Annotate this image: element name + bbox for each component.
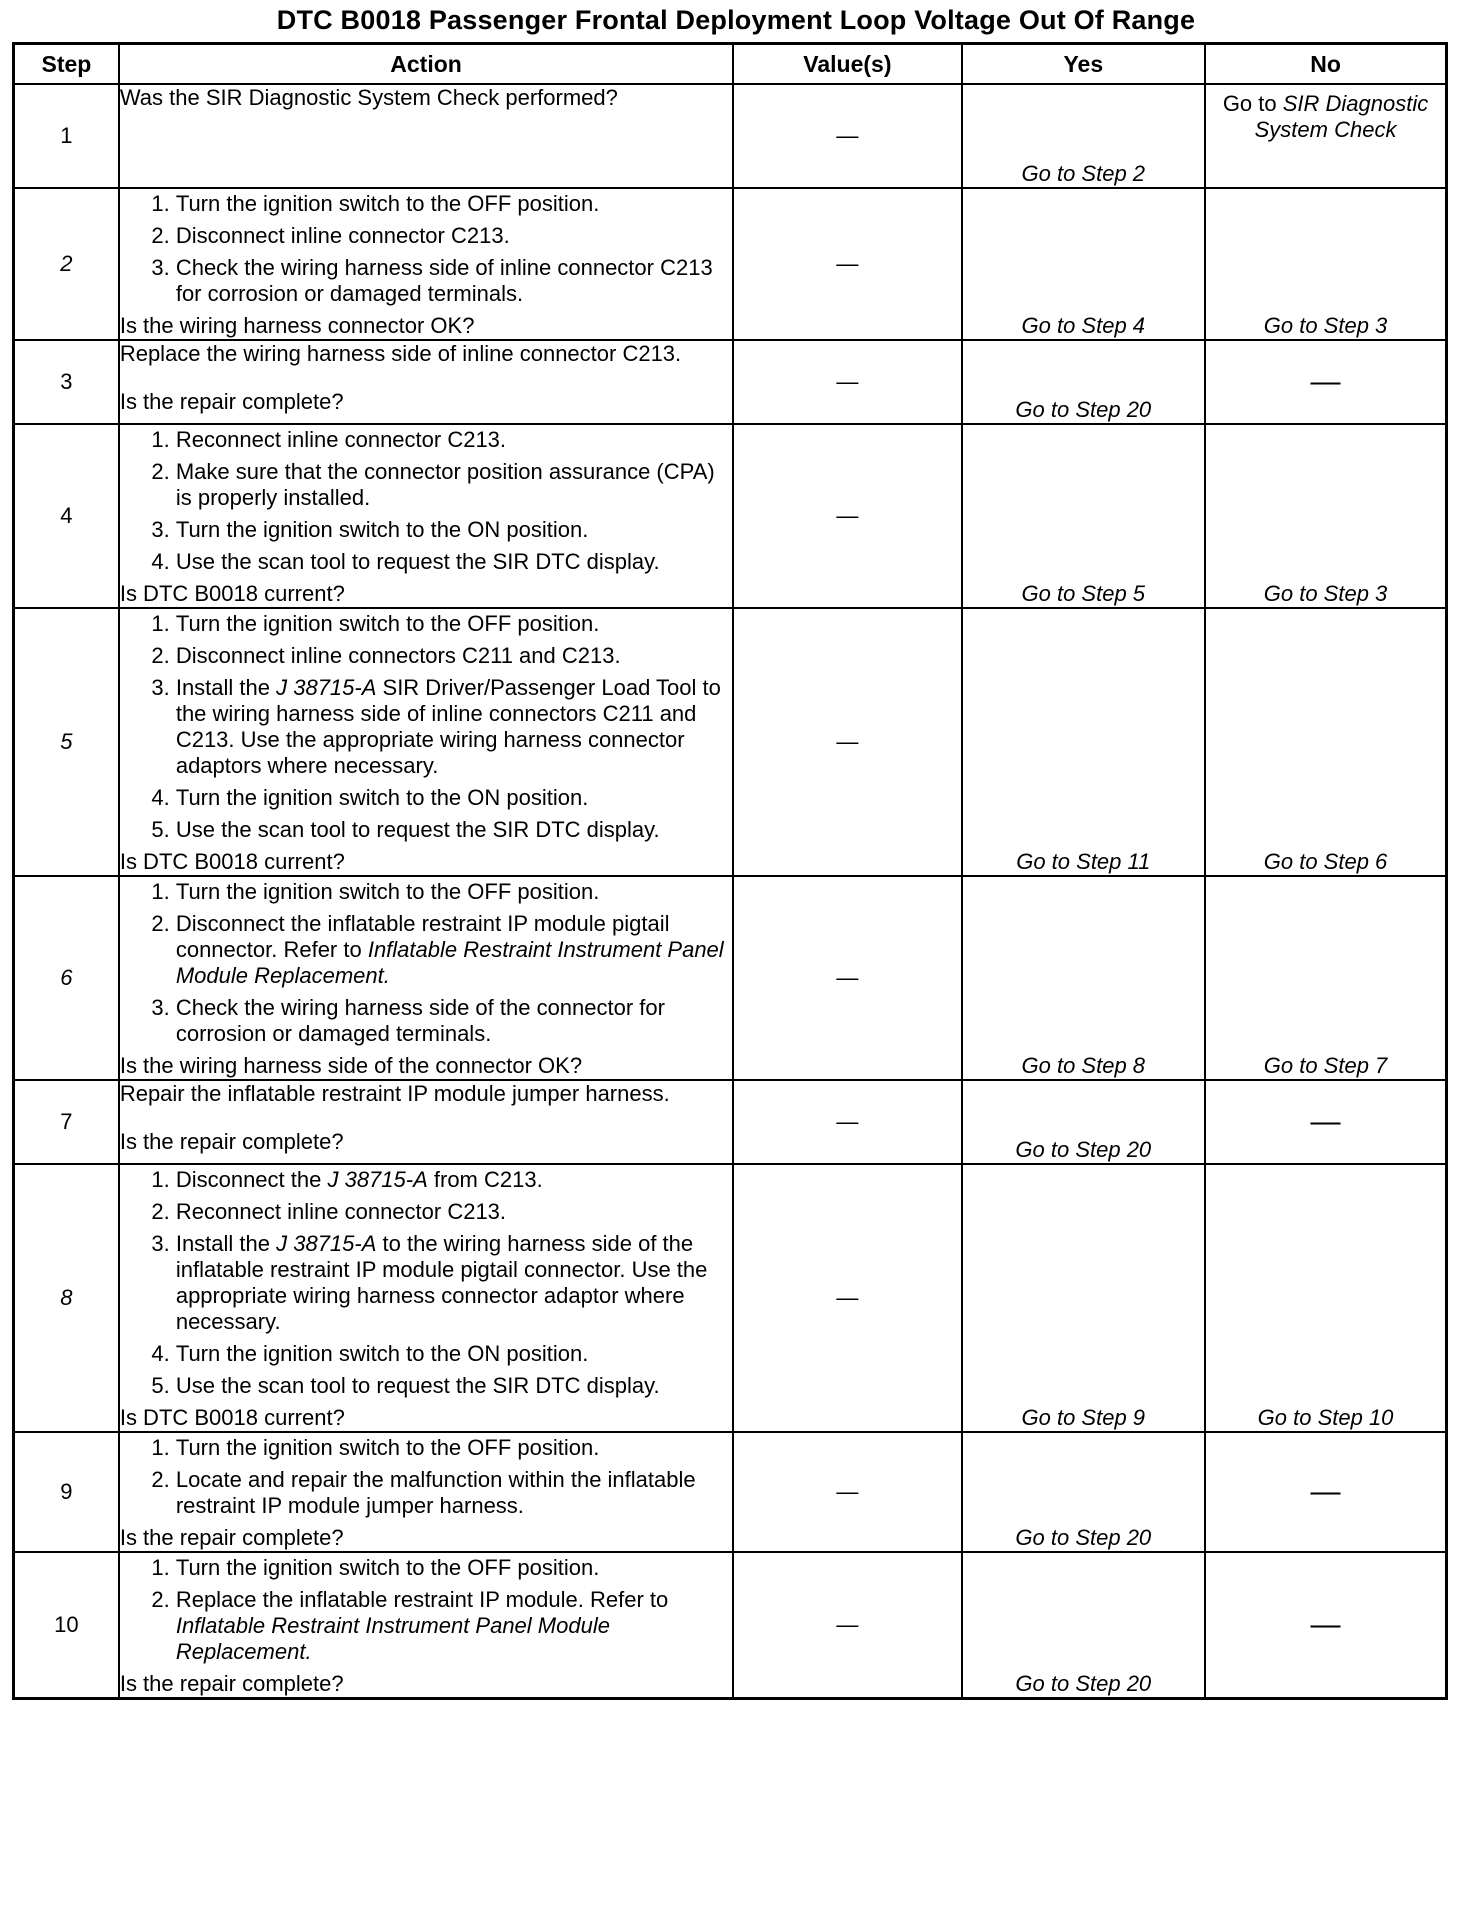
action-item: 1. Turn the ignition switch to the OFF position.: [176, 1555, 732, 1581]
yes-result: Go to Step 2: [962, 84, 1206, 188]
action-item: 1. Turn the ignition switch to the OFF position.: [176, 1435, 732, 1461]
action-item: 5. Use the scan tool to request the SIR DTC display.: [176, 817, 732, 843]
header-yes: Yes: [962, 44, 1206, 85]
action-item-text: from C213.: [427, 1167, 543, 1192]
yes-result: Go to Step 20: [962, 1432, 1206, 1552]
step-number: 8: [14, 1164, 119, 1432]
action-item: 3. Check the wiring harness side of inline connector C213 for corrosion or damaged terminals.: [176, 255, 732, 307]
no-result: Go to Step 10: [1205, 1164, 1446, 1432]
action-text: Replace the wiring harness side of inline connector C213.: [119, 341, 682, 366]
action-item: 4. Turn the ignition switch to the ON position.: [176, 785, 732, 811]
step-number: 3: [14, 340, 119, 424]
step-number: 6: [14, 876, 119, 1080]
action-item: 5. Use the scan tool to request the SIR DTC display.: [176, 1373, 732, 1399]
step-value: —: [733, 608, 961, 876]
no-result: [1205, 84, 1446, 188]
step-value: —: [733, 84, 961, 188]
table-row: [14, 84, 1447, 188]
action-list: [120, 1435, 732, 1519]
action-question: Is the wiring harness connector OK?: [119, 313, 475, 338]
action-item-text: Disconnect the inflatable restraint IP module pigtail connector. Refer to: [175, 911, 670, 962]
action-question: Is DTC B0018 current?: [119, 581, 345, 606]
header-action: Action: [119, 44, 733, 85]
table-row: [14, 1552, 1447, 1699]
no-result-reference: SIR Diagnostic System Check: [1254, 91, 1429, 142]
no-result-prefix: Go to: [1222, 91, 1283, 116]
action-item: [176, 1167, 732, 1193]
yes-result: Go to Step 20: [962, 1552, 1206, 1699]
action-item-text: Install the: [175, 675, 277, 700]
step-value: —: [733, 1432, 961, 1552]
yes-result: Go to Step 20: [962, 340, 1206, 424]
action-question: Is the repair complete?: [119, 1129, 344, 1154]
step-value: —: [733, 1080, 961, 1164]
no-result: Go to Step 3: [1205, 188, 1446, 340]
action-item: 4. Turn the ignition switch to the ON position.: [176, 1341, 732, 1367]
action-question: Is the repair complete?: [119, 1525, 344, 1550]
no-result: —: [1205, 1432, 1446, 1552]
action-item: 2. Locate and repair the malfunction within the inflatable restraint IP module jumper harness.: [176, 1467, 732, 1519]
yes-result: Go to Step 11: [962, 608, 1206, 876]
step-action: [119, 340, 733, 424]
step-value: —: [733, 1552, 961, 1699]
yes-result: Go to Step 5: [962, 424, 1206, 608]
step-value: —: [733, 424, 961, 608]
action-item: 1. Turn the ignition switch to the OFF position.: [176, 611, 732, 637]
action-item: 3. Turn the ignition switch to the ON position.: [176, 517, 732, 543]
yes-result: Go to Step 20: [962, 1080, 1206, 1164]
action-item: [176, 911, 732, 989]
no-result: —: [1205, 1552, 1446, 1699]
table-row: [14, 424, 1447, 608]
no-result: Go to Step 3: [1205, 424, 1446, 608]
step-number: 10: [14, 1552, 119, 1699]
step-action: [119, 1164, 733, 1432]
header-step: Step: [14, 44, 119, 85]
action-list: [120, 1555, 732, 1665]
action-item: 2. Disconnect inline connectors C211 and C213.: [176, 643, 732, 669]
table-row: [14, 1080, 1447, 1164]
action-item: 1. Turn the ignition switch to the OFF position.: [176, 879, 732, 905]
action-item: 2. Reconnect inline connector C213.: [176, 1199, 732, 1225]
procedure-reference: Inflatable Restraint Instrument Panel Module Replacement.: [175, 937, 724, 988]
action-item: 4. Use the scan tool to request the SIR DTC display.: [176, 549, 732, 575]
action-question: Is the repair complete?: [119, 1671, 344, 1696]
table-row: [14, 1164, 1447, 1432]
tool-reference: J 38715-A: [276, 1231, 377, 1256]
diagnostic-table: [12, 42, 1448, 1700]
step-action: [119, 1080, 733, 1164]
action-question: Is the wiring harness side of the connector OK?: [119, 1053, 583, 1078]
step-action: [119, 1432, 733, 1552]
step-value: —: [733, 1164, 961, 1432]
step-action: [119, 876, 733, 1080]
action-list: [120, 611, 732, 843]
yes-result: Go to Step 4: [962, 188, 1206, 340]
action-item-text: to the wiring harness side of the inflatable restraint IP module pigtail connector. Use the appropriate wiring harness connector adaptor where necessary.: [175, 1231, 708, 1334]
step-number: 2: [14, 188, 119, 340]
action-text: Was the SIR Diagnostic System Check performed?: [119, 85, 618, 110]
tool-reference: J 38715-A: [276, 675, 377, 700]
action-list: [120, 879, 732, 1047]
action-item: 1. Reconnect inline connector C213.: [176, 427, 732, 453]
action-list: [120, 191, 732, 307]
step-action: [119, 84, 733, 188]
header-values: Value(s): [733, 44, 961, 85]
no-result: Go to Step 6: [1205, 608, 1446, 876]
action-text: Repair the inflatable restraint IP module jumper harness.: [119, 1081, 670, 1106]
procedure-reference: Inflatable Restraint Instrument Panel Module Replacement.: [175, 1613, 610, 1664]
table-row: [14, 340, 1447, 424]
action-item: 2. Disconnect inline connector C213.: [176, 223, 732, 249]
step-number: 5: [14, 608, 119, 876]
step-number: 4: [14, 424, 119, 608]
action-item: 2. Make sure that the connector position assurance (CPA) is properly installed.: [176, 459, 732, 511]
page-title: DTC B0018 Passenger Frontal Deployment Loop Voltage Out Of Range: [276, 5, 1196, 35]
no-result: —: [1205, 340, 1446, 424]
step-number: 7: [14, 1080, 119, 1164]
table-row: [14, 608, 1447, 876]
action-list: [120, 427, 732, 575]
step-number: 9: [14, 1432, 119, 1552]
action-item-text: Replace the inflatable restraint IP module. Refer to: [175, 1587, 669, 1612]
tool-reference: J 38715-A: [327, 1167, 428, 1192]
yes-result: Go to Step 8: [962, 876, 1206, 1080]
action-item: [176, 675, 732, 779]
step-action: [119, 1552, 733, 1699]
header-no: No: [1205, 44, 1446, 85]
step-action: [119, 424, 733, 608]
step-value: —: [733, 876, 961, 1080]
no-result: Go to Step 7: [1205, 876, 1446, 1080]
action-item: [176, 1231, 732, 1335]
step-action: [119, 608, 733, 876]
step-value: —: [733, 188, 961, 340]
table-header-row: [14, 44, 1447, 85]
table-row: [14, 188, 1447, 340]
action-item: 1. Turn the ignition switch to the OFF position.: [176, 191, 732, 217]
table-row: [14, 876, 1447, 1080]
table-row: [14, 1432, 1447, 1552]
yes-result: Go to Step 9: [962, 1164, 1206, 1432]
action-question: Is the repair complete?: [119, 389, 344, 414]
action-question: Is DTC B0018 current?: [119, 1405, 345, 1430]
step-action: [119, 188, 733, 340]
action-question: Is DTC B0018 current?: [119, 849, 345, 874]
action-list: [120, 1167, 732, 1399]
step-value: —: [733, 340, 961, 424]
step-number: 1: [14, 84, 119, 188]
action-item: [176, 1587, 732, 1665]
no-result: —: [1205, 1080, 1446, 1164]
action-item: 3. Check the wiring harness side of the connector for corrosion or damaged terminals.: [176, 995, 732, 1047]
action-item-text: Disconnect the: [175, 1167, 328, 1192]
action-item-text: SIR Driver/Passenger Load Tool to the wiring harness side of inline connectors C211 and C213. Use the appropriate wiring harness connector adaptors where necessary.: [175, 675, 721, 778]
action-item-text: Install the: [175, 1231, 277, 1256]
